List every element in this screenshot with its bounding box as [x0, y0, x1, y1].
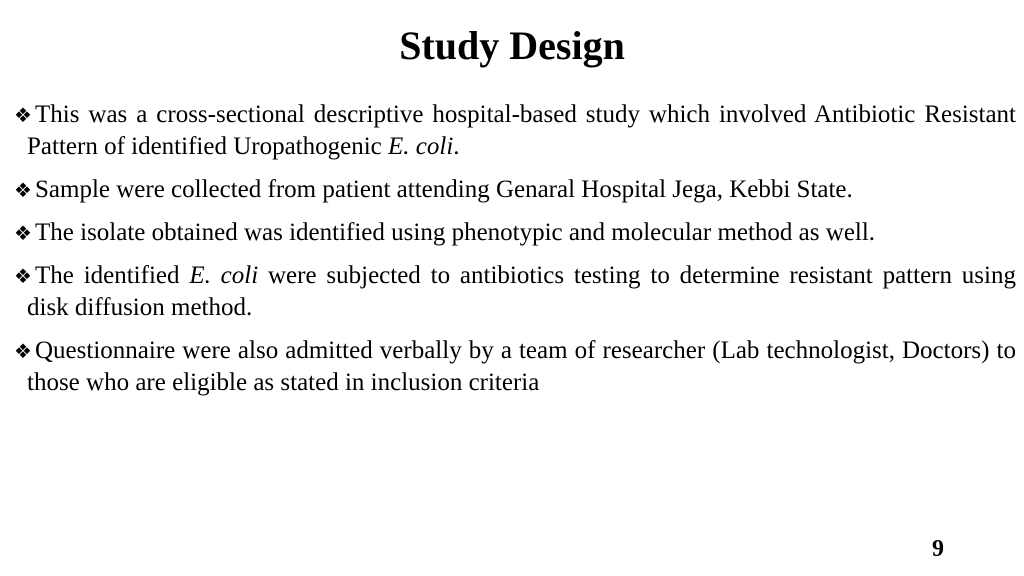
bullet-text-main: The identified — [35, 262, 190, 289]
page-number: 9 — [932, 536, 944, 562]
bullet-text — [27, 260, 1016, 324]
diamond-four-icon: ❖ — [14, 221, 32, 245]
bullet-text — [27, 174, 1016, 206]
diamond-four-icon: ❖ — [14, 264, 32, 288]
diamond-four-icon: ❖ — [14, 103, 32, 127]
slide-title: Study Design — [399, 23, 625, 68]
bullet-text-main: This was a cross-sectional descriptive hospital-based study which involved Antibiotic Resistant Pattern of identified Uropathogenic — [27, 101, 1016, 160]
bullet-text-main: Questionnaire were also admitted verbally by a team of researcher (Lab technologist, Doctors) to those who are eligible as stated in inclusion criteria — [27, 337, 1016, 396]
bullet-item — [8, 217, 1016, 249]
bullet-text-emphasis: E. coli — [189, 262, 259, 289]
bullet-text-tail: . — [453, 133, 460, 160]
bullet-text-tail: were subjected to antibiotics testing to determine resistant pattern using disk diffusion method. — [27, 262, 1016, 321]
bullet-item — [8, 99, 1016, 163]
bullet-item — [8, 260, 1016, 324]
bullet-text-main: The isolate obtained was identified using phenotypic and molecular method as well. — [35, 219, 876, 246]
bullet-list — [8, 99, 1016, 410]
diamond-four-icon: ❖ — [14, 339, 32, 363]
diamond-four-icon: ❖ — [14, 178, 32, 202]
bullet-text — [27, 217, 1016, 249]
bullet-text-main: Sample were collected from patient attending Genaral Hospital Jega, Kebbi State. — [35, 176, 853, 203]
bullet-text — [27, 335, 1016, 399]
bullet-item — [8, 174, 1016, 206]
bullet-text-emphasis: E. coli — [388, 133, 454, 160]
bullet-text — [27, 99, 1016, 163]
bullet-item — [8, 335, 1016, 399]
